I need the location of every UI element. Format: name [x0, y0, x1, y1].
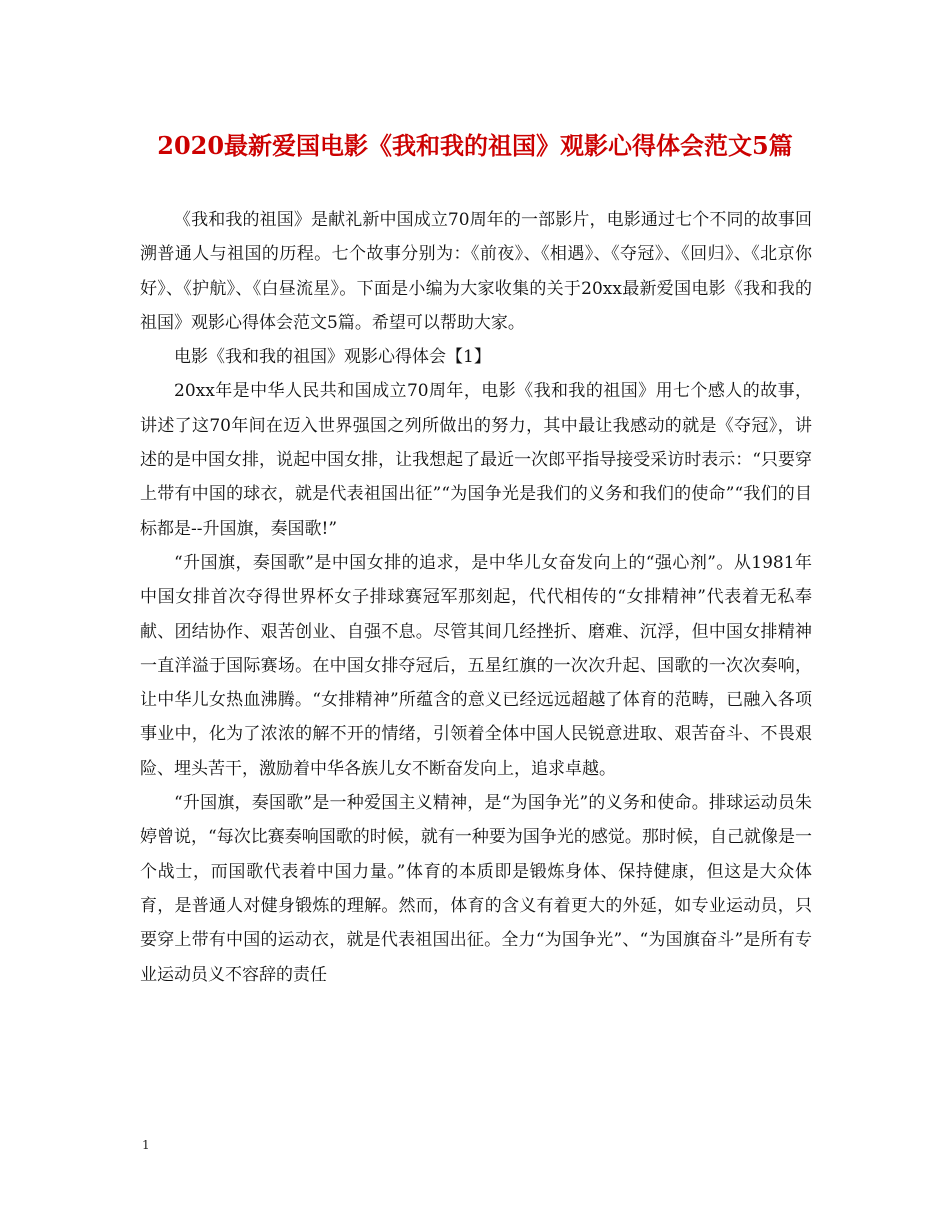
page-number: 1: [142, 1138, 150, 1152]
document-body: [140, 203, 812, 992]
body-paragraph: 20xx年是中华人民共和国成立70周年，电影《我和我的祖国》用七个感人的故事，讲述了这70年间在迈入世界强国之列所做出的努力，其中最让我感动的就是《夺冠》，讲述的是中国女排，说起中国女排，让我想起了最近一次郎平指导接受采访时表示：“只要穿上带有中国的球衣，就是代表祖国出征”“为国争光是我们的义务和我们的使命”“我们的目标都是--升国旗，奏国歌!”: [140, 381, 812, 539]
section-heading: 电影《我和我的祖国》观影心得体会【1】: [174, 347, 491, 368]
document-title: 2020最新爱国电影《我和我的祖国》观影心得体会范文5篇: [157, 131, 793, 160]
body-paragraph: “升国旗，奏国歌”是一种爱国主义精神，是“为国争光”的义务和使命。排球运动员朱婷曾说，“每次比赛奏响国歌的时候，就有一种要为国争光的感觉。那时候，自己就像是一个战士，而国歌代表着中国力量。”体育的本质即是锻炼身体、保持健康，但这是大众体育，是普通人对健身锻炼的理解。然而，体育的含义有着更大的外延，如专业运动员，只要穿上带有中国的运动衣，就是代表祖国出征。全力“为国争光”、“为国旗奋斗”是所有专业运动员义不容辞的责任: [140, 793, 812, 985]
body-paragraph: “升国旗，奏国歌”是中国女排的追求，是中华儿女奋发向上的“强心剂”。从1981年中国女排首次夺得世界杯女子排球赛冠军那刻起，代代相传的“女排精神”代表着无私奉献、团结协作、艰苦创业、自强不息。尽管其间几经挫折、磨难、沉浮，但中国女排精神一直洋溢于国际赛场。在中国女排夺冠后，五星红旗的一次次升起、国歌的一次次奏响，让中华儿女热血沸腾。“女排精神”所蕴含的意义已经远远超越了体育的范畴，已融入各项事业中，化为了浓浓的解不开的情绪，引领着全体中国人民锐意进取、艰苦奋斗、不畏艰险、埋头苦干，激励着中华各族儿女不断奋发向上，追求卓越。: [140, 552, 812, 779]
intro-paragraph: 《我和我的祖国》是献礼新中国成立70周年的一部影片，电影通过七个不同的故事回溯普通人与祖国的历程。七个故事分别为：《前夜》、《相遇》、《夺冠》、《回归》、《北京你好》、《护航》、《白昼流星》。下面是小编为大家收集的关于20xx最新爱国电影《我和我的祖国》观影心得体会范文5篇。希望可以帮助大家。: [140, 210, 812, 333]
